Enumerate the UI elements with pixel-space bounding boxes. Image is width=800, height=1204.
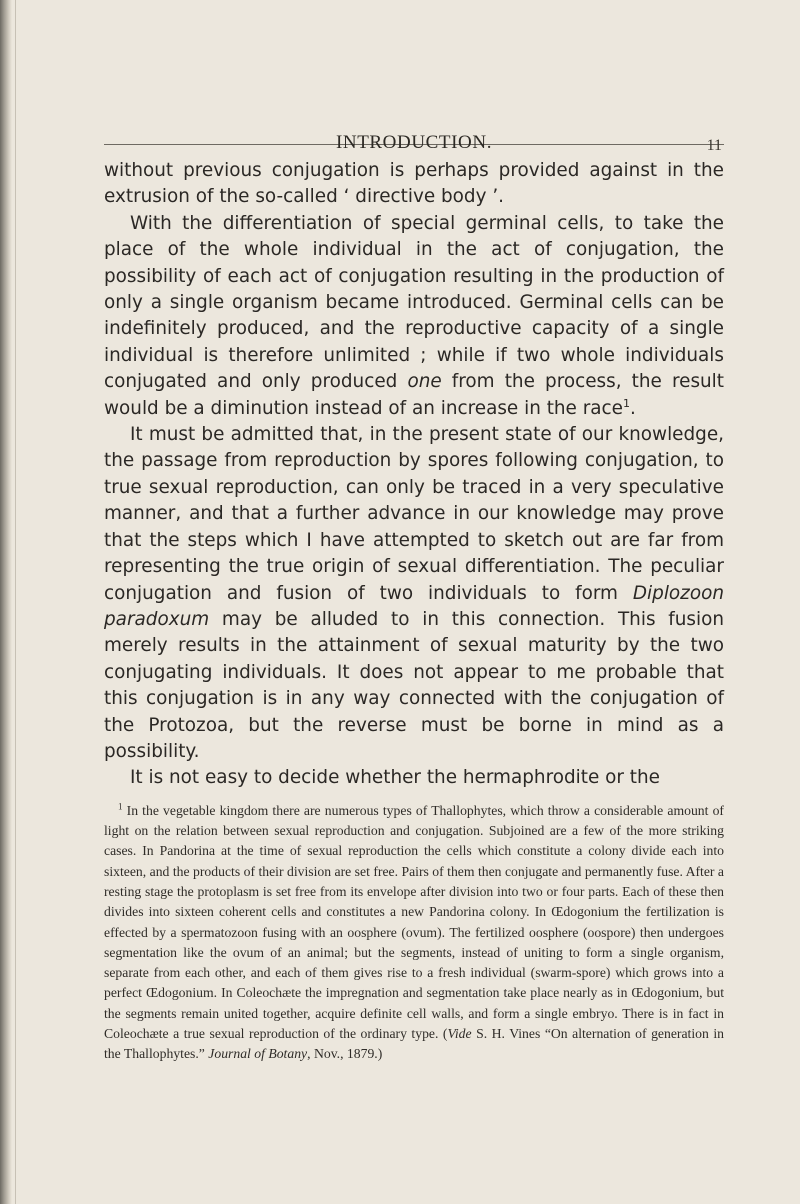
book-page xyxy=(104,104,724,1065)
footnote-segment: In the vegetable kingdom there are numerous types of Thallophytes, which throw a considerable amount of light on the relation between sexual reproduction and conjugation. Subjoined are a few of the more striking cases. In Pandorina at the time of sexual reproduction the cells which constitute a colony divide each into sixteen, and the products of their division are set free. Pairs of them then conjugate and permanently fuse. After a resting stage the protoplasm is set free from its envelope after division into two or four parts. Each of these then divides into sixteen coherent cells and constitutes a new Pandorina colony. In Œdogonium the fertilization is effected by a spermatozoon fusing with an oosphere (ovum). The fertilized oosphere (oospore) then undergoes segmentation like the ovum of an animal; but the segments, instead of uniting to form a single organism, separate from each other, and each of them gives rise to a fresh individual (swarm-spore) which grows into a perfect Œdogonium. In Coleochæte the impregnation and segmentation take place nearly as in Œdogonium, but the segments remain united together, acquire definite cell walls, and form a single embryo. There is in fact in Coleochæte a true sexual reproduction of the ordinary type. ( xyxy=(104,802,724,1042)
paragraph-text: from the process, the result would be a diminution instead of an increase in the race xyxy=(104,371,724,419)
book-spine-shadow xyxy=(0,0,12,1204)
paragraph-text: without previous conjugation is perhaps provided against in the extrusion of the so-called ‘ directive body ’. xyxy=(104,160,724,208)
paragraph xyxy=(104,765,724,791)
italic-vide: Vide xyxy=(447,1026,472,1042)
paragraph-text: With the differentiation of special germinal cells, to take the place of the whole individual in the act of conjugation, the possibility of each act of conjugation resulting in the production of only a single organism became introduced. Germinal cells can be indefinitely produced, and the reproductive capacity of a single individual is therefore unlimited ; while if two whole individuals conjugated and only produced xyxy=(104,212,724,393)
running-title: INTRODUCTION. xyxy=(335,132,493,153)
main-text xyxy=(104,158,724,792)
page-gutter-line xyxy=(15,0,16,1204)
footnote-segment: S. H. Vines “On alternation of generation in the Thallophytes.” xyxy=(104,1026,724,1062)
paragraph-text: may be alluded to in this connection. This fusion merely results in the attainment of sexual maturity by the two conjugating individuals. It does not appear to me probable that this conjugation is in any way connected with the conjugation of the Protozoa, but the reverse must be borne in mind as a possibility. xyxy=(104,608,724,762)
footnote-marker: 1 xyxy=(118,801,123,812)
paragraph xyxy=(104,422,724,765)
footnote-segment: , Nov., 1879.) xyxy=(307,1046,383,1062)
paragraph-continuation xyxy=(104,158,724,211)
footnote xyxy=(104,801,724,1065)
italic-species-name: Diplozoon paradoxum xyxy=(104,582,724,630)
running-head xyxy=(104,104,724,154)
paragraph-text: . xyxy=(629,397,636,419)
footnote-text xyxy=(104,801,724,1065)
footnote-reference: 1 xyxy=(622,396,630,410)
paragraph-text: It must be admitted that, in the present state of our knowledge, the passage from reproduction by spores following conjugation, to true sexual reproduction, can only be traced in a very speculative manner, and that a further advance in our knowledge may prove that the steps which I have attempted to sketch out are far from representing the true origin of sexual differentiation. The peculiar conjugation and fusion of two individuals to form xyxy=(104,424,724,604)
paragraph-text: It is not easy to decide whether the hermaphrodite or the xyxy=(130,767,660,789)
italic-emphasis: one xyxy=(407,371,442,393)
italic-journal-title: Journal of Botany xyxy=(208,1046,308,1062)
paragraph xyxy=(104,211,724,422)
page-number: 11 xyxy=(706,137,722,154)
